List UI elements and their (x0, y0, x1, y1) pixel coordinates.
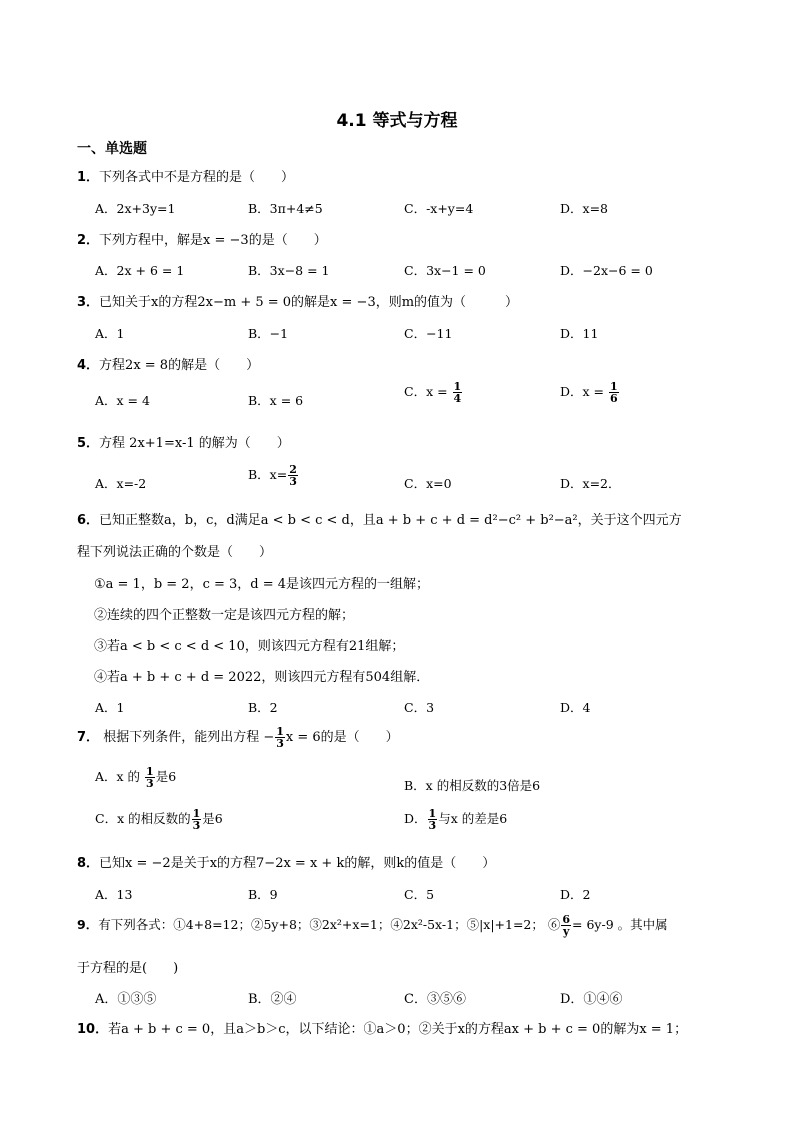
fraction (145, 766, 155, 789)
fraction (288, 464, 298, 487)
question-number: 2． (77, 233, 100, 248)
question-9-line-2: 于方程的是( ) (77, 961, 179, 976)
q9-option-c: C．③⑤⑥ (404, 992, 466, 1007)
q8-option-a: A．13 (95, 887, 133, 902)
numerator: 1 (146, 765, 154, 778)
q8-option-b: B．9 (248, 887, 278, 902)
denominator: 3 (146, 777, 154, 790)
option-label: A．x 的 (95, 769, 141, 784)
q5-option-c: C．x=0 (404, 476, 452, 491)
q7-option-a (95, 766, 176, 789)
question-number: 3． (77, 295, 100, 310)
q2-option-d: D．−2x−6 = 0 (560, 263, 653, 278)
q6-statement-4: ④若a + b + c + d = 2022，则该四元方程有504组解． (94, 670, 430, 685)
question-2 (77, 229, 327, 248)
q8-option-d: D．2 (560, 887, 591, 902)
q6-option-a: A．1 (95, 700, 125, 715)
q1-option-d: D．x=8 (560, 201, 608, 216)
denominator: 3 (428, 819, 437, 832)
denominator: 3 (192, 819, 201, 832)
numerator: 1 (610, 380, 618, 393)
q4-option-d (560, 381, 620, 404)
numerator: 6 (562, 913, 571, 926)
option-text: 与x 的差是6 (438, 811, 508, 826)
question-number: 4． (77, 358, 100, 373)
q8-option-c: C．5 (404, 887, 435, 902)
q2-option-c: C．3x−1 = 0 (404, 263, 486, 278)
fraction (275, 726, 285, 749)
question-text: 根据下列条件，能列出方程 − (103, 730, 275, 745)
option-label: D． (404, 811, 427, 826)
q2-option-a: A．2x + 6 = 1 (95, 263, 185, 278)
question-10 (77, 1018, 687, 1037)
denominator: 6 (610, 392, 618, 405)
q3-option-c: C．−11 (404, 326, 453, 341)
q5-option-b (248, 464, 299, 487)
question-number: 9． (77, 917, 99, 932)
q5-option-d: D．x=2． (560, 476, 621, 491)
question-text: 若a + b + c = 0，且a＞b＞c，以下结论：①a＞0；②关于x的方程ax + b + c = 0的解为x = 1； (108, 1022, 688, 1037)
option-label: B．x= (248, 467, 288, 482)
q4-option-a: A．x = 4 (95, 393, 150, 408)
denominator: 3 (289, 475, 297, 488)
q7-option-d (404, 808, 507, 831)
question-text: 方程2x = 8的解是（ ） (99, 358, 260, 373)
fraction (192, 808, 202, 831)
option-label: C．x = (404, 384, 448, 399)
question-text: 下列各式中不是方程的是（ ） (99, 170, 295, 185)
q2-option-b: B．3x−8 = 1 (248, 263, 330, 278)
question-number: 5． (77, 436, 100, 451)
q6-statement-2: ②连续的四个正整数一定是该四元方程的解； (94, 608, 355, 623)
q6-option-c: C．3 (404, 700, 435, 715)
q1-option-a: A．2x+3y=1 (95, 201, 176, 216)
numerator: 2 (289, 463, 297, 476)
question-3 (77, 291, 518, 310)
q6-statement-1: ①a = 1，b = 2，c = 3，d = 4是该四元方程的一组解； (94, 577, 430, 592)
question-number: 1． (77, 170, 100, 185)
fraction (609, 381, 619, 404)
q4-option-c (404, 381, 463, 404)
option-text: 是6 (155, 769, 177, 784)
denominator: 3 (276, 737, 284, 750)
option-label: C．x 的相反数的 (95, 811, 191, 826)
question-7 (77, 726, 399, 749)
numerator: 1 (276, 725, 284, 738)
question-5 (77, 432, 290, 451)
question-number: 10． (77, 1022, 109, 1037)
question-9 (77, 914, 668, 937)
fraction (561, 914, 571, 937)
question-number: 7． (77, 730, 100, 745)
question-number: 8． (77, 856, 100, 871)
q9-option-d: D．①④⑥ (560, 992, 623, 1007)
q9-option-b: B．②④ (248, 992, 297, 1007)
fraction (428, 808, 438, 831)
q3-option-d: D．11 (560, 326, 599, 341)
question-number: 6． (77, 513, 100, 528)
q7-option-c (95, 808, 223, 831)
q9-option-a: A．①③⑤ (95, 992, 157, 1007)
q1-option-c: C．-x+y=4 (404, 201, 474, 216)
option-text: 是6 (202, 811, 223, 826)
q3-option-b: B．−1 (248, 326, 289, 341)
question-text: 已知x = −2是关于x的方程7−2x = x + k的解，则k的值是（ ） (99, 856, 496, 871)
numerator: 1 (428, 807, 437, 820)
question-text: 已知关于x的方程2x−m + 5 = 0的解是x = −3，则m的值为（ ） (99, 295, 519, 310)
question-text: 有下列各式：①4+8=12；②5y+8；③2x²+x=1；④2x²-5x-1；⑤|x|+1=2； ⑥ (98, 917, 561, 932)
q6-option-b: B．2 (248, 700, 278, 715)
question-text-end: x = 6的是（ ） (285, 730, 399, 745)
q1-option-b: B．3π+4≠5 (248, 201, 323, 216)
question-1 (77, 166, 294, 185)
q7-option-b: B．x 的相反数的3倍是6 (404, 778, 541, 793)
question-text: 方程 2x+1=x-1 的解为（ ） (99, 436, 290, 451)
question-8 (77, 852, 495, 871)
q5-option-a: A．x=-2 (95, 476, 147, 491)
question-4 (77, 354, 259, 373)
q4-option-b: B．x = 6 (248, 393, 304, 408)
question-6-line-2: 程下列说法正确的个数是（ ） (77, 545, 273, 560)
question-text: 下列方程中，解是x = −3的是（ ） (99, 233, 327, 248)
q3-option-a: A．1 (95, 326, 125, 341)
question-text-end: = 6y-9 。其中属 (572, 917, 668, 932)
denominator: 4 (453, 392, 462, 405)
denominator: y (563, 925, 570, 938)
option-label: D．x = (560, 384, 605, 399)
numerator: 1 (192, 807, 201, 820)
q6-statement-3: ③若a < b < c < d < 10，则该四元方程有21组解； (94, 639, 405, 654)
question-6 (77, 509, 682, 528)
section-heading: 一、单选题 (77, 141, 147, 157)
q6-option-d: D．4 (560, 700, 591, 715)
numerator: 1 (453, 380, 462, 393)
fraction (453, 381, 463, 404)
question-text: 已知正整数a，b，c，d满足a < b < c < d，且a + b + c + d = d²−c² + b²−a²，关于这个四元方 (99, 513, 682, 528)
page-title: 4.1 等式与方程 (336, 111, 458, 131)
